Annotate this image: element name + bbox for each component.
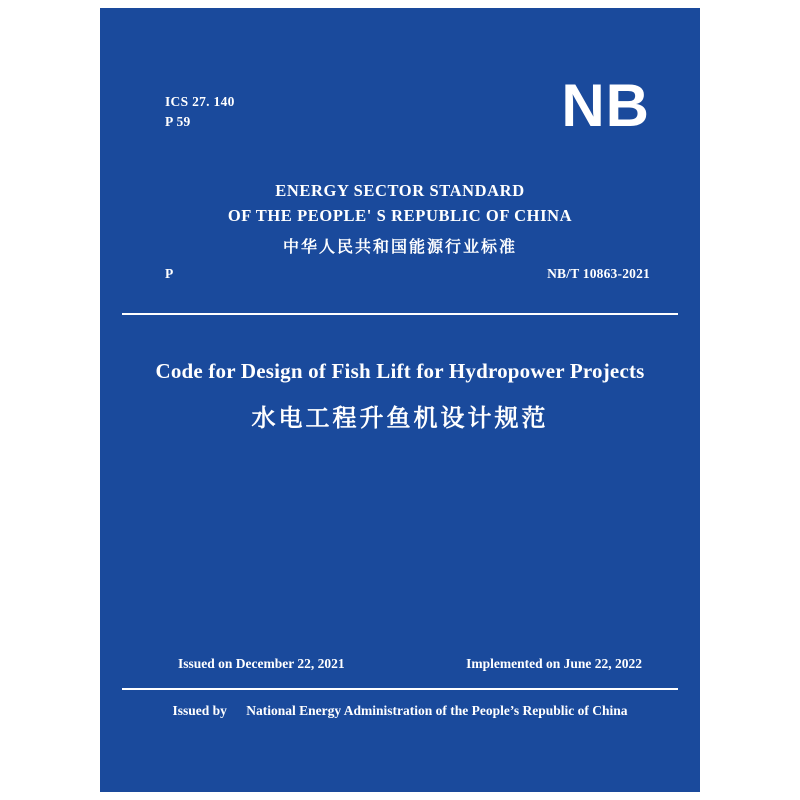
ics-classification-block — [165, 92, 235, 132]
title-english: Code for Design of Fish Lift for Hydropower Projects — [155, 359, 645, 383]
organization-line-en-2: OF THE PEOPLE' S REPUBLIC OF CHINA — [227, 206, 573, 225]
category-letter: P — [165, 266, 174, 281]
document-title-block — [100, 356, 700, 438]
implemented-date: Implemented on June 22, 2022 — [466, 656, 642, 671]
standard-cover-page — [100, 8, 700, 792]
divider-top — [122, 313, 678, 315]
divider-bottom — [122, 688, 678, 690]
dates-row — [100, 656, 700, 678]
issuer-name: National Energy Administration of the People’s Republic of China — [246, 703, 628, 718]
standard-code-row — [100, 266, 700, 288]
nb-logo: NB — [561, 72, 650, 139]
ics-number: ICS 27. 140 — [165, 94, 235, 109]
issuer-label: Issued by — [172, 703, 227, 718]
organization-line-cn: 中华人民共和国能源行业标准 — [282, 237, 517, 256]
organization-line-en-1: ENERGY SECTOR STANDARD — [275, 181, 525, 200]
cover-header — [100, 72, 700, 158]
standard-number: NB/T 10863-2021 — [547, 266, 650, 281]
issuer-row — [100, 703, 700, 719]
issued-date: Issued on December 22, 2021 — [178, 656, 345, 671]
classification-code: P 59 — [165, 114, 191, 129]
issuing-organization-block — [100, 178, 700, 262]
title-chinese: 水电工程升鱼机设计规范 — [251, 404, 549, 432]
